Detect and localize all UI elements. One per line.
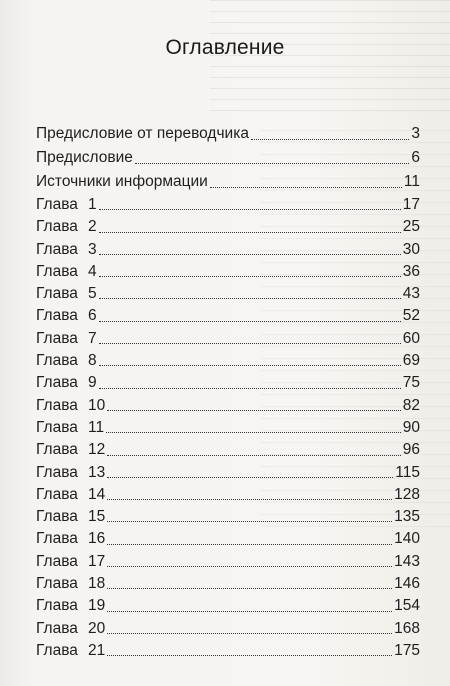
chapter-word: Глава (36, 530, 78, 548)
toc-chapter-label (36, 528, 105, 550)
toc-chapter-entry (36, 283, 420, 305)
chapter-word: Глава (36, 463, 78, 481)
toc-chapter-entry (36, 372, 420, 394)
dot-leader (107, 544, 392, 545)
toc-entry-label: Источники информации (36, 173, 208, 190)
toc-chapter-entry (36, 640, 420, 662)
dot-leader (107, 566, 392, 567)
toc-chapter-page: 115 (395, 463, 420, 481)
toc-chapter-page: 69 (402, 352, 420, 370)
toc-chapter-entry (36, 417, 420, 439)
dot-leader (106, 432, 401, 433)
toc-chapter-page: 60 (402, 329, 420, 347)
chapter-number: 21 (88, 641, 106, 659)
chapter-number: 7 (88, 329, 97, 347)
toc-chapter-label (36, 194, 97, 216)
dot-leader (99, 254, 401, 255)
toc-chapter-label (36, 261, 97, 283)
chapter-number: 19 (88, 597, 106, 615)
chapter-list (36, 194, 420, 662)
toc-chapter-label (36, 216, 97, 238)
dot-leader (99, 298, 401, 299)
dot-leader (107, 655, 392, 656)
toc-entry (36, 170, 420, 194)
toc-chapter-label (36, 551, 105, 573)
dot-leader (107, 410, 401, 411)
chapter-number: 12 (88, 441, 106, 459)
chapter-number: 8 (88, 352, 97, 370)
chapter-word: Глава (36, 352, 78, 370)
dot-leader (135, 163, 410, 164)
dot-leader (99, 365, 401, 366)
toc-chapter-label (36, 618, 105, 640)
dot-leader (107, 588, 392, 589)
chapter-word: Глава (36, 575, 78, 593)
chapter-word: Глава (36, 418, 78, 436)
toc-chapter-entry (36, 551, 420, 573)
chapter-word: Глава (36, 597, 78, 615)
toc-chapter-entry (36, 484, 420, 506)
toc-chapter-page: 82 (402, 396, 420, 414)
dot-leader (251, 139, 409, 140)
toc-chapter-page: 17 (402, 196, 420, 213)
toc-entry-label: Предисловие (36, 149, 133, 166)
chapter-word: Глава (36, 218, 78, 236)
toc-chapter-label (36, 417, 104, 439)
toc-chapter-entry (36, 216, 420, 238)
chapter-word: Глава (36, 641, 78, 659)
toc-chapter-label (36, 283, 97, 305)
toc-entry-page: 6 (411, 149, 420, 166)
toc-chapter-entry (36, 506, 420, 528)
chapter-number: 15 (88, 508, 106, 526)
dot-leader (99, 343, 401, 344)
toc-chapter-page: 75 (402, 374, 420, 392)
toc-chapter-entry (36, 261, 420, 283)
toc-chapter-page: 52 (402, 307, 420, 325)
toc-chapter-entry (36, 194, 420, 216)
toc-entry-label: Предисловие от переводчика (36, 125, 249, 142)
toc-entry (36, 146, 420, 170)
dot-leader (99, 276, 401, 277)
chapter-word: Глава (36, 240, 78, 258)
toc-chapter-label (36, 439, 105, 461)
toc-chapter-label (36, 239, 97, 261)
chapter-word: Глава (36, 396, 78, 414)
dot-leader (99, 321, 401, 322)
chapter-word: Глава (36, 262, 78, 280)
dot-leader (107, 611, 392, 612)
toc-entry (36, 122, 420, 146)
toc-chapter-page: 25 (402, 218, 420, 236)
dot-leader (107, 521, 392, 522)
toc-chapter-label (36, 506, 105, 528)
toc-chapter-label (36, 484, 105, 506)
chapter-number: 17 (88, 552, 106, 570)
toc-chapter-label (36, 395, 105, 417)
toc-chapter-page: 36 (402, 262, 420, 280)
toc-chapter-page: 30 (402, 240, 420, 258)
toc-chapter-page: 154 (394, 597, 420, 615)
toc-chapter-entry (36, 462, 420, 484)
dot-leader (107, 499, 392, 500)
dot-leader (99, 232, 401, 233)
toc-chapter-page: 146 (394, 575, 420, 593)
dot-leader (107, 455, 401, 456)
dot-leader (107, 477, 393, 478)
chapter-word: Глава (36, 329, 78, 347)
chapter-word: Глава (36, 485, 78, 503)
toc-chapter-label (36, 350, 97, 372)
toc-chapter-entry (36, 239, 420, 261)
toc-entry-page: 11 (403, 173, 420, 190)
show-through-text (210, 0, 450, 120)
chapter-word: Глава (36, 307, 78, 325)
dot-leader (107, 633, 392, 634)
page-title: Оглавление (165, 36, 285, 59)
toc-chapter-entry (36, 528, 420, 550)
chapter-number: 10 (88, 396, 106, 414)
dot-leader (210, 187, 402, 188)
chapter-number: 9 (88, 374, 97, 392)
toc-chapter-entry (36, 305, 420, 327)
toc-chapter-page: 168 (394, 619, 420, 637)
toc-chapter-page: 143 (394, 552, 420, 570)
toc-chapter-entry (36, 595, 420, 617)
chapter-number: 14 (88, 485, 106, 503)
chapter-number: 6 (88, 307, 97, 325)
toc-chapter-entry (36, 439, 420, 461)
toc-chapter-entry (36, 328, 420, 350)
chapter-number: 16 (88, 530, 106, 548)
chapter-number: 4 (88, 262, 97, 280)
chapter-word: Глава (36, 508, 78, 526)
chapter-word: Глава (36, 196, 78, 213)
chapter-word: Глава (36, 552, 78, 570)
chapter-number: 11 (88, 418, 105, 436)
toc-entry-page: 3 (411, 125, 420, 142)
table-of-contents (36, 122, 420, 194)
toc-chapter-page: 175 (394, 641, 420, 659)
toc-chapter-label (36, 305, 97, 327)
chapter-number: 3 (88, 240, 97, 258)
toc-chapter-label (36, 640, 105, 662)
toc-chapter-page: 135 (394, 508, 420, 526)
toc-chapter-label (36, 595, 105, 617)
dot-leader (99, 209, 401, 210)
chapter-number: 18 (88, 575, 106, 593)
chapter-number: 13 (88, 463, 106, 481)
chapter-word: Глава (36, 619, 78, 637)
toc-chapter-entry (36, 395, 420, 417)
toc-chapter-page: 128 (394, 485, 420, 503)
toc-chapter-label (36, 328, 97, 350)
toc-chapter-label (36, 573, 105, 595)
dot-leader (99, 388, 401, 389)
chapter-number: 5 (88, 285, 97, 303)
toc-chapter-entry (36, 573, 420, 595)
toc-chapter-entry (36, 350, 420, 372)
toc-chapter-page: 90 (402, 418, 420, 436)
chapter-number: 2 (88, 218, 97, 236)
chapter-number: 20 (88, 619, 106, 637)
toc-chapter-page: 96 (402, 441, 420, 459)
toc-chapter-entry (36, 618, 420, 640)
toc-chapter-label (36, 372, 97, 394)
chapter-word: Глава (36, 285, 78, 303)
chapter-number: 1 (88, 196, 97, 213)
chapter-word: Глава (36, 374, 78, 392)
toc-chapter-label (36, 462, 105, 484)
toc-chapter-page: 43 (402, 285, 420, 303)
toc-chapter-page: 140 (394, 530, 420, 548)
chapter-word: Глава (36, 441, 78, 459)
